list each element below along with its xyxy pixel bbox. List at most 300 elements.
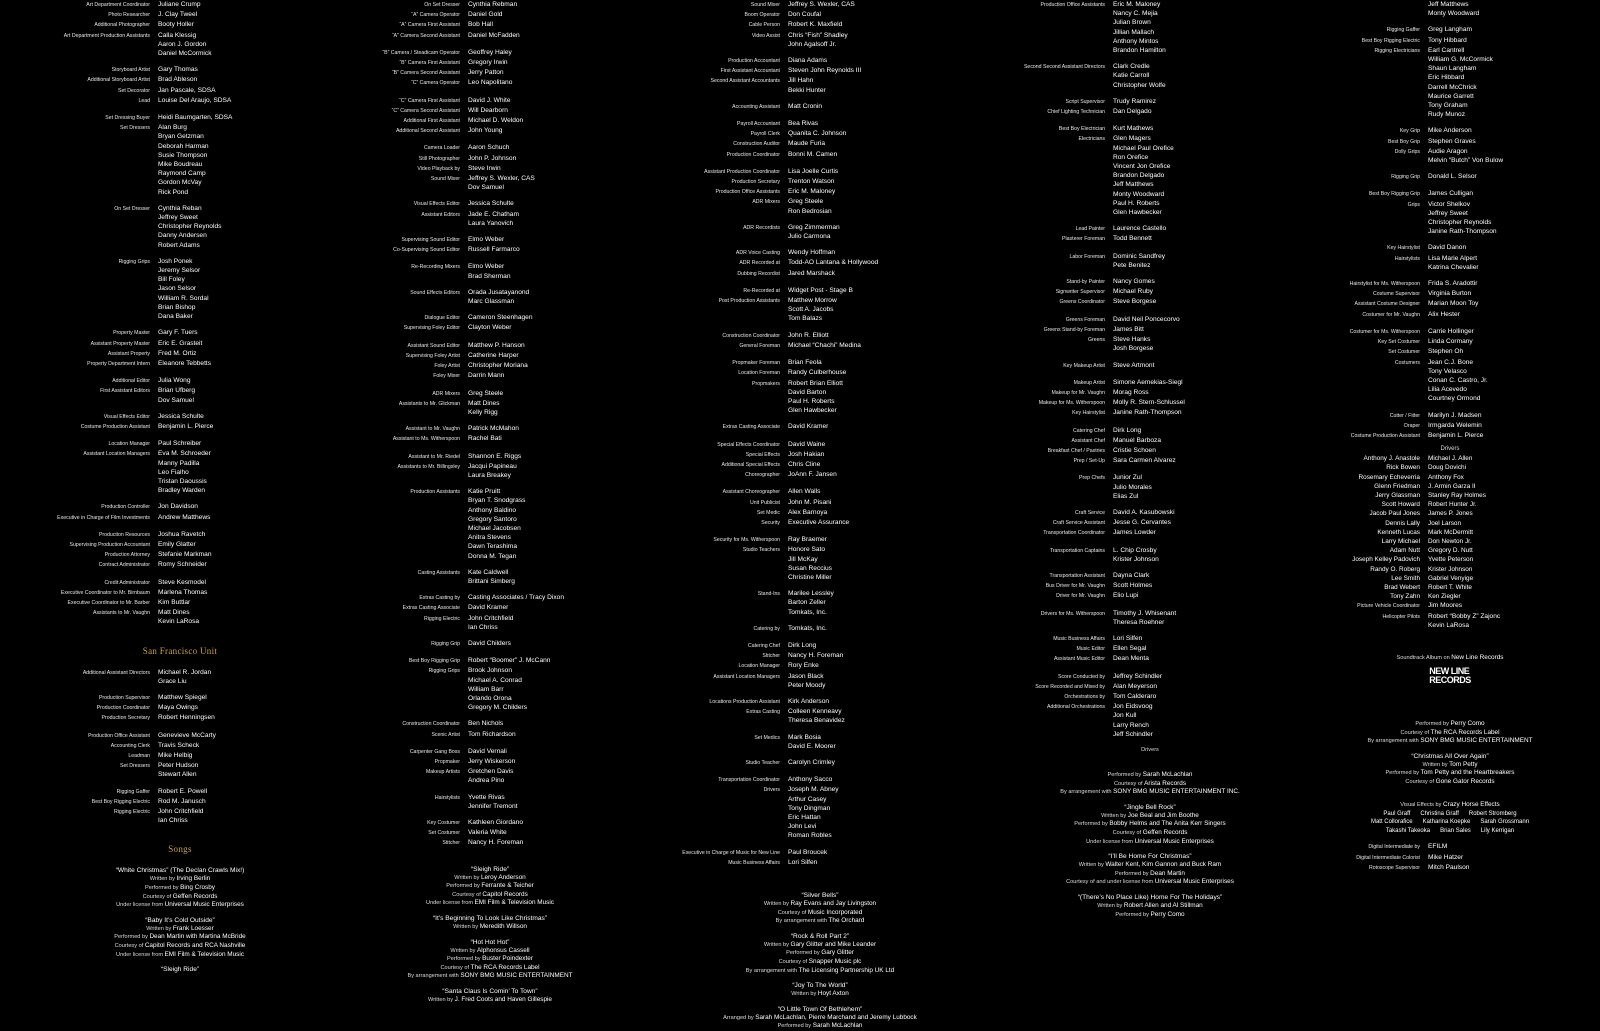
credit-names <box>158 439 330 448</box>
credit-names <box>788 76 980 94</box>
credit-name: Michael Jacobsen <box>468 524 521 532</box>
credit-name: Tony Velasco <box>1428 367 1467 375</box>
song-block <box>660 1005 980 1031</box>
credit-row <box>340 313 640 323</box>
credit-role: Assistant Location Managers <box>83 451 150 458</box>
credit-names <box>1113 325 1315 334</box>
credit-names <box>788 358 980 367</box>
credit-name: Tomkats, Inc. <box>788 624 827 632</box>
credit-names <box>788 150 980 159</box>
credit-name: Yvette Rivas <box>468 793 505 801</box>
credit-row <box>985 508 1315 518</box>
credit-name: Michael “Chachi” Medina <box>788 341 861 349</box>
credit-name: Juliane Crump <box>158 1 201 8</box>
credit-name: John Critchfield <box>468 614 514 622</box>
spacer <box>340 740 640 747</box>
credit-name: Jessica Schulte <box>468 200 514 208</box>
vfx-name: Lily Kerrigan <box>1480 827 1515 834</box>
song-credit-line <box>985 878 1315 887</box>
credit-role: Extras Casting Associate <box>722 424 780 431</box>
credit-name: John Agalsoff Jr. <box>788 40 837 48</box>
credit-name: Maurice Garrett <box>1428 92 1474 100</box>
credit-name: Bea Rivas <box>788 120 819 128</box>
credit-name: Gregory M. Childers <box>468 704 527 712</box>
spacer <box>1300 119 1600 126</box>
song-credit-line <box>985 820 1315 829</box>
credit-row <box>660 150 980 160</box>
credit-row <box>30 75 330 85</box>
credit-name: James Bitt <box>1113 325 1144 333</box>
credit-role: Digital Intermediate by <box>1368 844 1420 851</box>
credit-names <box>788 177 980 186</box>
credit-row <box>660 733 980 751</box>
spacer <box>985 270 1315 277</box>
credit-names <box>788 535 980 544</box>
credit-name: Bradley Warden <box>158 487 206 495</box>
credit-name: Todd-AO Lantana & Hollywood <box>788 259 879 267</box>
credit-role: Propmaker Foreman <box>732 360 780 367</box>
credit-names <box>468 828 640 837</box>
credit-row <box>985 591 1315 601</box>
credit-names <box>158 96 330 105</box>
credit-name: Colleen Kenneavy <box>788 708 842 716</box>
credit-name: Larry Rench <box>1113 721 1149 729</box>
credit-name: Gregory Irwin <box>468 59 508 67</box>
credit-row <box>30 703 330 713</box>
song-block <box>1300 752 1600 787</box>
credit-row <box>30 502 330 512</box>
credit-names <box>158 376 330 385</box>
credit-name: Bryan Getzman <box>158 133 204 141</box>
credit-names <box>158 540 330 549</box>
driver-name: Doug Dovichi <box>1428 464 1467 472</box>
credit-row <box>985 315 1315 325</box>
credit-names <box>788 286 980 295</box>
driver-name: Kenneth Lucas <box>1377 528 1420 536</box>
credit-role: Rotoscope Supervisor <box>1368 864 1420 871</box>
credit-name: Timothy J. Whisenant <box>1113 609 1177 617</box>
credit-names <box>158 339 330 348</box>
credit-role: Additional Editor <box>112 378 150 385</box>
credit-role: Additional Special Effects <box>721 461 780 468</box>
credit-row <box>660 20 980 30</box>
credit-row <box>1300 200 1600 237</box>
credit-names <box>158 449 330 495</box>
song-credit-prefix: Performed by <box>447 956 483 963</box>
credit-role: Assistant Production Coordinator <box>704 168 780 175</box>
song-credit-line <box>660 900 980 909</box>
song-credit-value: Gone Gator Records <box>1435 777 1495 785</box>
credit-role: Unit Publicist <box>750 499 780 506</box>
credit-role: Key Set Costumer <box>1377 339 1420 346</box>
credit-row <box>30 588 330 598</box>
credit-row <box>340 818 640 828</box>
credit-role: Studio Teachers <box>742 547 780 554</box>
credit-row <box>985 473 1315 501</box>
credit-name: James Culligan <box>1428 190 1474 198</box>
song-credit-prefix: Performed by <box>1115 911 1151 918</box>
credit-name: Steven John Reynolds III <box>788 67 862 75</box>
driver-name: Jacob Paul Jones <box>1369 510 1420 518</box>
credit-row <box>30 65 330 75</box>
credit-role: First Assistant Accountant <box>720 68 780 75</box>
credit-role: “A” Camera First Assistant <box>399 22 460 29</box>
spacer <box>30 825 330 832</box>
song-list <box>30 866 330 974</box>
spacer <box>660 279 980 286</box>
song-credit-line <box>30 893 330 902</box>
credit-names <box>1428 863 1600 872</box>
credit-role: Visual Effects Editor <box>103 413 150 420</box>
spacer <box>660 841 980 848</box>
credit-row <box>340 0 640 10</box>
credit-names <box>468 818 640 827</box>
song-credit-line <box>340 923 640 932</box>
credit-row <box>660 167 980 177</box>
driver-name: Michael J. Allen <box>1428 455 1473 463</box>
credit-row <box>660 460 980 470</box>
song-credit-value: EMI Film & Television Music <box>164 950 244 958</box>
credit-role: Prep Chefs <box>1079 475 1105 482</box>
credit-row <box>660 258 980 268</box>
song-credit-value: Music Incorporated <box>807 908 863 916</box>
credit-name: Maya Owings <box>158 704 198 712</box>
driver-name: Yvette Peterson <box>1428 556 1474 564</box>
song-credit-prefix: Performed by <box>777 1023 813 1030</box>
credit-row <box>1300 421 1600 431</box>
credit-names <box>158 751 330 760</box>
credit-name: Wendy Hoffman <box>788 249 836 257</box>
credit-role: Key Hairstylist <box>1387 245 1420 252</box>
credit-names <box>1113 426 1315 435</box>
credit-name: Valeria White <box>468 829 507 837</box>
credit-name: John M. Pisani <box>788 498 832 506</box>
credit-names <box>468 614 640 632</box>
credit-name: Gretchen Davis <box>468 768 514 776</box>
credit-names <box>158 31 330 59</box>
credit-names <box>788 223 980 241</box>
credit-row <box>340 462 640 480</box>
credit-row <box>985 62 1315 90</box>
credit-row <box>660 119 980 129</box>
credit-names <box>468 262 640 280</box>
credit-name: Kelly Rigg <box>468 408 498 416</box>
credit-names <box>788 20 980 29</box>
credit-role: Best Boy Electrician <box>1058 126 1105 133</box>
spacer <box>985 419 1315 426</box>
spacer <box>30 724 330 731</box>
credit-row <box>660 286 980 296</box>
credit-row <box>660 518 980 528</box>
credit-role: Chief Lighting Technician <box>1047 109 1105 116</box>
song-credit-line <box>660 1022 980 1031</box>
credit-name: Donna M. Tegan <box>468 552 517 560</box>
credit-row <box>660 248 980 258</box>
credit-row <box>340 48 640 58</box>
credit-role: Assistant to Mr. Vaughn <box>405 426 460 433</box>
credit-role: Key Costumer <box>427 820 460 827</box>
credit-row <box>660 535 980 545</box>
credit-row <box>660 487 980 497</box>
credit-name: Eric Hibbard <box>1428 74 1465 82</box>
credit-role: Bus Driver for Mr. Vaughn <box>1045 583 1105 590</box>
credit-row <box>340 154 640 164</box>
credit-row <box>660 0 980 10</box>
credit-name: Geoffrey Haley <box>468 48 512 56</box>
credit-names <box>1428 842 1600 851</box>
credit-name: Kim Buttlar <box>158 598 191 606</box>
credit-names <box>468 116 640 125</box>
song-credit-line <box>985 838 1315 847</box>
credit-name: Honore Sato <box>788 546 826 554</box>
credit-role: Stand-Ins <box>757 591 780 598</box>
credit-name: Joshua Ravetch <box>158 530 206 538</box>
credit-role: Helicopter Pilots <box>1382 613 1420 620</box>
song-credit-prefix: Performed by <box>1385 770 1421 777</box>
credit-name: Alan Meyerson <box>1113 682 1157 690</box>
credit-role: Makeup Artists <box>425 769 460 776</box>
driver-name: Anthony J. Anastole <box>1363 455 1420 463</box>
credit-names <box>1428 358 1600 404</box>
credit-role: Music Business Affairs <box>728 859 780 866</box>
song-credit-value: Sarah McLachlan <box>812 1022 863 1030</box>
driver-name: Gabriel Venyige <box>1428 574 1474 582</box>
credit-name: Jim Moores <box>1428 602 1463 610</box>
song-title: “O Little Town Of Bethlehem” <box>777 1005 863 1013</box>
credit-names <box>1113 335 1315 353</box>
credit-names <box>788 248 980 257</box>
credit-names <box>1113 252 1315 270</box>
credit-name: Glen Magers <box>1113 135 1151 143</box>
credit-row <box>1300 431 1600 441</box>
credit-name: Christine Miller <box>788 573 832 581</box>
credit-name: Greg Steele <box>468 389 504 397</box>
credit-names <box>468 48 640 57</box>
credit-name: J. Clay Tweel <box>158 11 198 19</box>
song-title: “White Christmas” (The Declan Crawls Mix!) <box>115 867 245 875</box>
credit-row <box>30 204 330 250</box>
vfx-name: Takashi Takeoka <box>1385 827 1431 834</box>
credit-name: Matthew Spiegel <box>158 693 207 701</box>
credit-role: Executive in Charge of Film Investments <box>57 514 150 521</box>
song-credit-value: Bing Crosby <box>180 884 215 892</box>
spacer <box>660 95 980 102</box>
song-block <box>1300 720 1600 746</box>
credit-row <box>1300 243 1600 253</box>
credit-role: Property Master <box>113 330 150 337</box>
credit-row <box>30 751 330 761</box>
credit-row <box>985 388 1315 398</box>
credit-row <box>660 450 980 460</box>
credit-names <box>788 197 980 215</box>
vfx-row <box>1300 818 1600 827</box>
song-credit-value: J. Fred Coots and Haven Gillespie <box>454 995 552 1003</box>
credit-role: Craft Service <box>1075 509 1105 516</box>
credit-name: John P. Johnson <box>468 154 517 162</box>
spacer <box>30 495 330 502</box>
soundtrack-line <box>1300 653 1600 663</box>
credit-names <box>468 487 640 561</box>
credit-row <box>985 0 1315 55</box>
credit-role: Plasterer Foreman <box>1062 236 1105 243</box>
credit-row <box>340 288 640 306</box>
spacer <box>340 417 640 424</box>
song-credit-line <box>340 955 640 964</box>
credit-name: Mike Hatzer <box>1428 853 1464 861</box>
credit-name: Brittani Simberg <box>468 577 515 585</box>
spacer <box>660 160 980 167</box>
credit-names <box>1113 508 1315 517</box>
credit-name: Trudy Ramirez <box>1113 97 1156 105</box>
credit-names <box>1428 126 1600 135</box>
credit-role: Production Accountant <box>728 58 780 65</box>
credit-role: Picture Vehicle Coordinator <box>1357 603 1420 610</box>
credit-name: Randy Culberhouse <box>788 369 847 377</box>
credit-name: David J. White <box>468 96 511 104</box>
credit-name: Bill Foley <box>158 276 185 284</box>
credit-name: Grace Liu <box>158 677 187 685</box>
credit-name: Christopher Reynolds <box>158 223 222 231</box>
spacer <box>660 582 980 589</box>
credit-name: Rachel Bati <box>468 435 502 443</box>
driver-name: Scott Howard <box>1381 501 1420 509</box>
credit-name: Dirk Long <box>1113 426 1142 434</box>
credit-row <box>660 10 980 20</box>
credit-names <box>468 351 640 360</box>
song-block <box>660 981 980 999</box>
credit-names <box>1428 254 1600 272</box>
credit-role: Digital Intermediate Colorist <box>1356 854 1420 861</box>
credit-row <box>340 262 640 280</box>
credit-row <box>340 341 640 351</box>
song-credit-line <box>30 933 330 942</box>
credit-names <box>158 113 330 122</box>
spacer <box>660 112 980 119</box>
credit-role: Set Dressers <box>120 763 150 770</box>
spacer <box>660 768 980 775</box>
credit-row <box>340 143 640 153</box>
credit-role: Propmakers <box>752 380 780 387</box>
credit-role: Production Attorney <box>104 552 150 559</box>
credit-name: Elio Lupi <box>1113 592 1139 600</box>
credit-name: Patrick McMahon <box>468 425 519 433</box>
credit-name: Josh Borgese <box>1113 345 1154 353</box>
credit-names <box>468 639 640 648</box>
credit-names <box>1113 378 1315 387</box>
credit-names <box>158 328 330 337</box>
song-credit-line <box>985 788 1315 797</box>
credit-names <box>468 313 640 322</box>
credit-row <box>985 335 1315 353</box>
credit-name: Mike Anderson <box>1428 127 1472 135</box>
credit-names <box>468 603 640 612</box>
credit-row <box>1300 289 1600 299</box>
credit-names <box>1113 297 1315 306</box>
song-credit-value: Gary Glitter <box>821 949 854 957</box>
credit-names <box>788 167 980 176</box>
credit-row <box>1300 46 1600 120</box>
song-credit-value: Sarah McLachlan, Pierre Marchand and Jeremy Lubbock <box>755 1013 917 1021</box>
credit-names <box>468 719 640 728</box>
credit-names <box>158 204 330 250</box>
spacer <box>985 217 1315 224</box>
credit-role: Dialogue Editor <box>424 315 460 322</box>
credit-row <box>30 10 330 20</box>
song-credit-line <box>30 875 330 884</box>
credit-role: Transportation Assistant <box>1049 572 1105 579</box>
credit-row <box>30 349 330 359</box>
song-credit-value: Hoyt Axton <box>817 990 849 998</box>
credit-role: Assistant Location Managers <box>713 673 780 680</box>
credit-role: Security <box>761 519 780 526</box>
song-credit-value: Joe Beal and Jim Boothe <box>1127 811 1199 819</box>
credits-column-1 <box>30 0 330 974</box>
credit-names <box>468 154 640 163</box>
credit-role: Set Dressers <box>120 125 150 132</box>
credit-name: Booty Holler <box>158 21 194 29</box>
credit-role: Makeup for Ms. Witherspoon <box>1038 400 1105 407</box>
credit-names <box>468 424 640 433</box>
credit-name: Earl Cantrell <box>1428 46 1465 54</box>
credit-role: Catering Chef <box>747 642 780 649</box>
credit-row <box>1300 358 1600 404</box>
credit-name: Glen Hawbecker <box>788 407 837 415</box>
song-credit-prefix: Written by <box>454 874 481 881</box>
credit-row <box>340 78 640 88</box>
credit-row <box>985 682 1315 692</box>
credit-names <box>1428 853 1600 862</box>
credit-names <box>1428 431 1600 440</box>
credit-name: Catherine Harper <box>468 351 519 359</box>
song-title: “Hot Hot Hot” <box>470 938 510 946</box>
credit-name: Michael D. Weldon <box>468 117 524 125</box>
credit-names <box>788 10 980 19</box>
song-credit-prefix: Written by <box>763 941 791 948</box>
credit-row <box>985 134 1315 217</box>
credit-row <box>30 359 330 369</box>
credit-row <box>30 31 330 59</box>
credit-role: Additional First Assistant <box>403 118 460 125</box>
credit-name: James Lowder <box>1113 529 1156 537</box>
credit-names <box>468 838 640 847</box>
credit-name: Scott A. Jacobs <box>788 306 834 314</box>
credit-role: Catering Chef <box>1072 427 1105 434</box>
song-list <box>660 891 980 1031</box>
spacer <box>1300 404 1600 411</box>
credit-names <box>1113 315 1315 324</box>
credit-names <box>788 139 980 148</box>
song-credit-line <box>30 901 330 910</box>
credit-name: Michael R. Jordan <box>158 668 212 676</box>
song-credit-line <box>30 925 330 934</box>
credit-name: Frida S. Aradottir <box>1428 280 1478 288</box>
spacer <box>660 351 980 358</box>
credit-name: Manuel Barboza <box>1113 436 1162 444</box>
spacer <box>985 117 1315 124</box>
driver-name: Anthony Fox <box>1428 473 1464 481</box>
credit-row <box>660 589 980 617</box>
credit-names <box>1113 692 1315 701</box>
credit-role: Construction Coordinator <box>722 332 780 339</box>
credit-name: Jill McKay <box>788 555 818 563</box>
song-title: “Baby It’s Cold Outside” <box>145 916 215 924</box>
song-block <box>30 965 330 974</box>
credit-names <box>468 164 640 173</box>
credit-role: Breakfast Chef / Pastries <box>1047 447 1105 454</box>
credit-name: Sara Carmen Alvarez <box>1113 457 1176 465</box>
credit-row <box>985 398 1315 408</box>
driver-name: James P. Jones <box>1428 510 1473 518</box>
